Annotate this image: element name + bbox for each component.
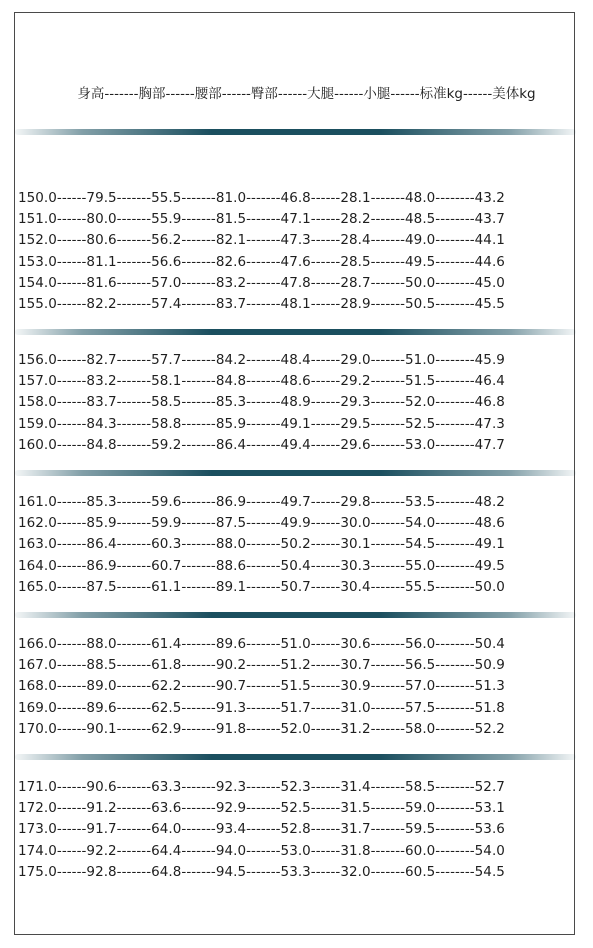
table-row: 160.0------84.8-------59.2-------86.4-------49.4------29.6-------53.0--------47.7	[18, 436, 505, 453]
table-group-156-160	[15, 350, 576, 456]
table-row: 170.0------90.1-------62.9-------91.8-------52.0------31.2-------58.0--------52.2	[18, 720, 505, 737]
table-group-171-175	[15, 777, 576, 883]
table-row: 158.0------83.7-------58.5-------85.3-------48.9------29.3-------52.0--------46.8	[18, 394, 505, 411]
table-row: 165.0------87.5-------61.1-------89.1-------50.7------30.4-------55.5--------50.0	[18, 578, 505, 595]
table-row: 175.0------92.8-------64.8-------94.5-------53.3------32.0-------60.5--------54.5	[18, 863, 505, 880]
table-row: 151.0------80.0-------55.9-------81.5-------47.1------28.2-------48.5--------43.7	[18, 211, 505, 228]
table-row: 174.0------92.2-------64.4-------94.0-------53.0------31.8-------60.0--------54.0	[18, 842, 505, 859]
divider-1	[15, 329, 576, 335]
table-row: 169.0------89.6-------62.5-------91.3-------51.7------31.0-------57.5--------51.8	[18, 699, 505, 716]
table-row: 154.0------81.6-------57.0-------83.2-------47.8------28.7-------50.0--------45.0	[18, 274, 505, 291]
table-row: 167.0------88.5-------61.8-------90.2-------51.2------30.7-------56.5--------50.9	[18, 657, 505, 674]
divider-2	[15, 470, 576, 476]
table-row: 166.0------88.0-------61.4-------89.6-------51.0------30.6-------56.0--------50.4	[18, 636, 505, 652]
table-group-150-155	[15, 188, 576, 315]
table-row: 173.0------91.7-------64.0-------93.4-------52.8------31.7-------59.5--------53.6	[18, 821, 505, 838]
table-group-161-165	[15, 492, 576, 598]
table-row: 168.0------89.0-------62.2-------90.7-------51.5------30.9-------57.0--------51.3	[18, 678, 505, 695]
table-row: 163.0------86.4-------60.3-------88.0-------50.2------30.1-------54.5--------49.1	[18, 536, 505, 553]
table-row: 171.0------90.6-------63.3-------92.3-------52.3------31.4-------58.5--------52.7	[18, 779, 505, 795]
table-row: 153.0------81.1-------56.6-------82.6-------47.6------28.5-------49.5--------44.6	[18, 253, 505, 270]
table-row: 156.0------82.7-------57.7-------84.2-------48.4------29.0-------51.0--------45.9	[18, 352, 505, 368]
table-row: 164.0------86.9-------60.7-------88.6-------50.4------30.3-------55.0--------49.5	[18, 557, 505, 574]
table-row: 161.0------85.3-------59.6-------86.9-------49.7------29.8-------53.5--------48.2	[18, 494, 505, 510]
table-group-166-170	[15, 634, 576, 740]
table-row: 159.0------84.3-------58.8-------85.9-------49.1------29.5-------52.5--------47.3	[18, 415, 505, 432]
document-frame	[14, 12, 575, 935]
table-row: 150.0------79.5-------55.5-------81.0-------46.8------28.1-------48.0--------43.2	[18, 190, 505, 206]
divider-4	[15, 754, 576, 760]
table-row: 172.0------91.2-------63.6-------92.9-------52.5------31.5-------59.0--------53.1	[18, 800, 505, 817]
table-row: 162.0------85.9-------59.9-------87.5-------49.9------30.0-------54.0--------48.6	[18, 515, 505, 532]
divider-top	[15, 129, 576, 135]
table-row: 152.0------80.6-------56.2-------82.1-------47.3------28.4-------49.0--------44.1	[18, 232, 505, 249]
table-row: 155.0------82.2-------57.4-------83.7-------48.1------28.9-------50.5--------45.5	[18, 295, 505, 312]
divider-3	[15, 612, 576, 618]
column-header: 身高-------胸部------腰部------臀部------大腿------小腿------标准kg------美体kg	[77, 86, 536, 102]
table-row: 157.0------83.2-------58.1-------84.8-------48.6------29.2-------51.5--------46.4	[18, 373, 505, 390]
